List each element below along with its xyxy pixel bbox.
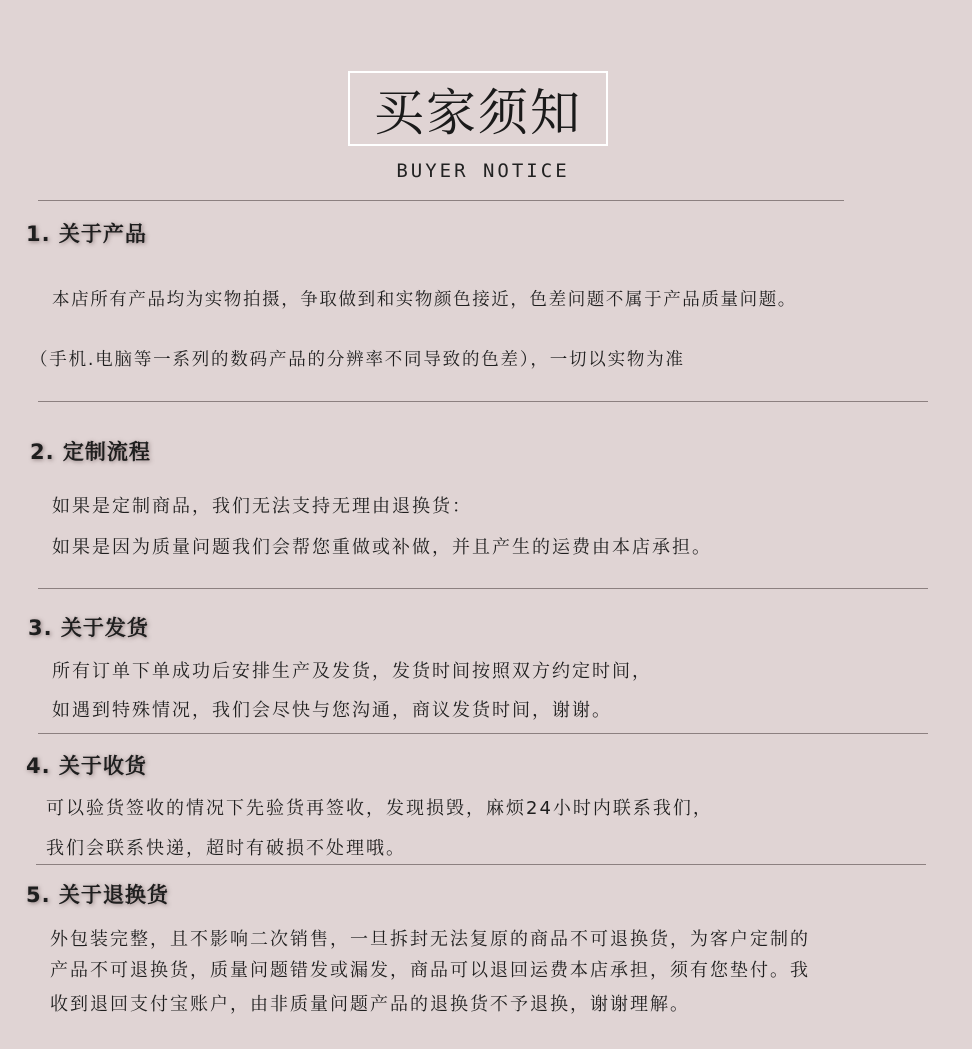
title-box (348, 71, 608, 146)
divider (38, 733, 928, 734)
section-heading-products: 1. 关于产品 (26, 222, 147, 246)
divider (38, 200, 844, 201)
page-subtitle: BUYER NOTICE (396, 160, 570, 182)
section-returns-line-1: 外包装完整，且不影响二次销售，一旦拆封无法复原的商品不可退换货，为客户定制的 (50, 929, 810, 950)
divider (36, 864, 926, 865)
page-title: 买家须知 (374, 83, 582, 142)
section-shipping-line-1: 所有订单下单成功后安排生产及发货，发货时间按照双方约定时间， (52, 661, 652, 682)
section-heading-custom: 2. 定制流程 (30, 440, 151, 464)
section-products-line-1: 本店所有产品均为实物拍摄，争取做到和实物颜色接近，色差问题不属于产品质量问题。 (52, 290, 797, 310)
section-receiving-line-1: 可以验货签收的情况下先验货再签收，发现损毁，麻烦24小时内联系我们， (46, 798, 713, 819)
section-custom-line-1: 如果是定制商品，我们无法支持无理由退换货： (52, 496, 472, 517)
divider (38, 588, 928, 589)
section-returns-line-2: 产品不可退换货，质量问题错发或漏发，商品可以退回运费本店承担，须有您垫付。我 (50, 960, 810, 981)
section-custom-line-2: 如果是因为质量问题我们会帮您重做或补做，并且产生的运费由本店承担。 (52, 537, 712, 558)
section-returns-line-3: 收到退回支付宝账户，由非质量问题产品的退换货不予退换，谢谢理解。 (50, 994, 690, 1015)
section-heading-returns: 5. 关于退换货 (26, 883, 169, 907)
section-heading-shipping: 3. 关于发货 (28, 616, 149, 640)
divider (38, 401, 928, 402)
section-shipping-line-2: 如遇到特殊情况，我们会尽快与您沟通，商议发货时间，谢谢。 (52, 700, 612, 721)
section-heading-receiving: 4. 关于收货 (26, 754, 147, 778)
section-receiving-line-2: 我们会联系快递，超时有破损不处理哦。 (46, 838, 406, 859)
section-products-line-2: （手机.电脑等一系列的数码产品的分辨率不同导致的色差），一切以实物为准 (30, 350, 685, 370)
